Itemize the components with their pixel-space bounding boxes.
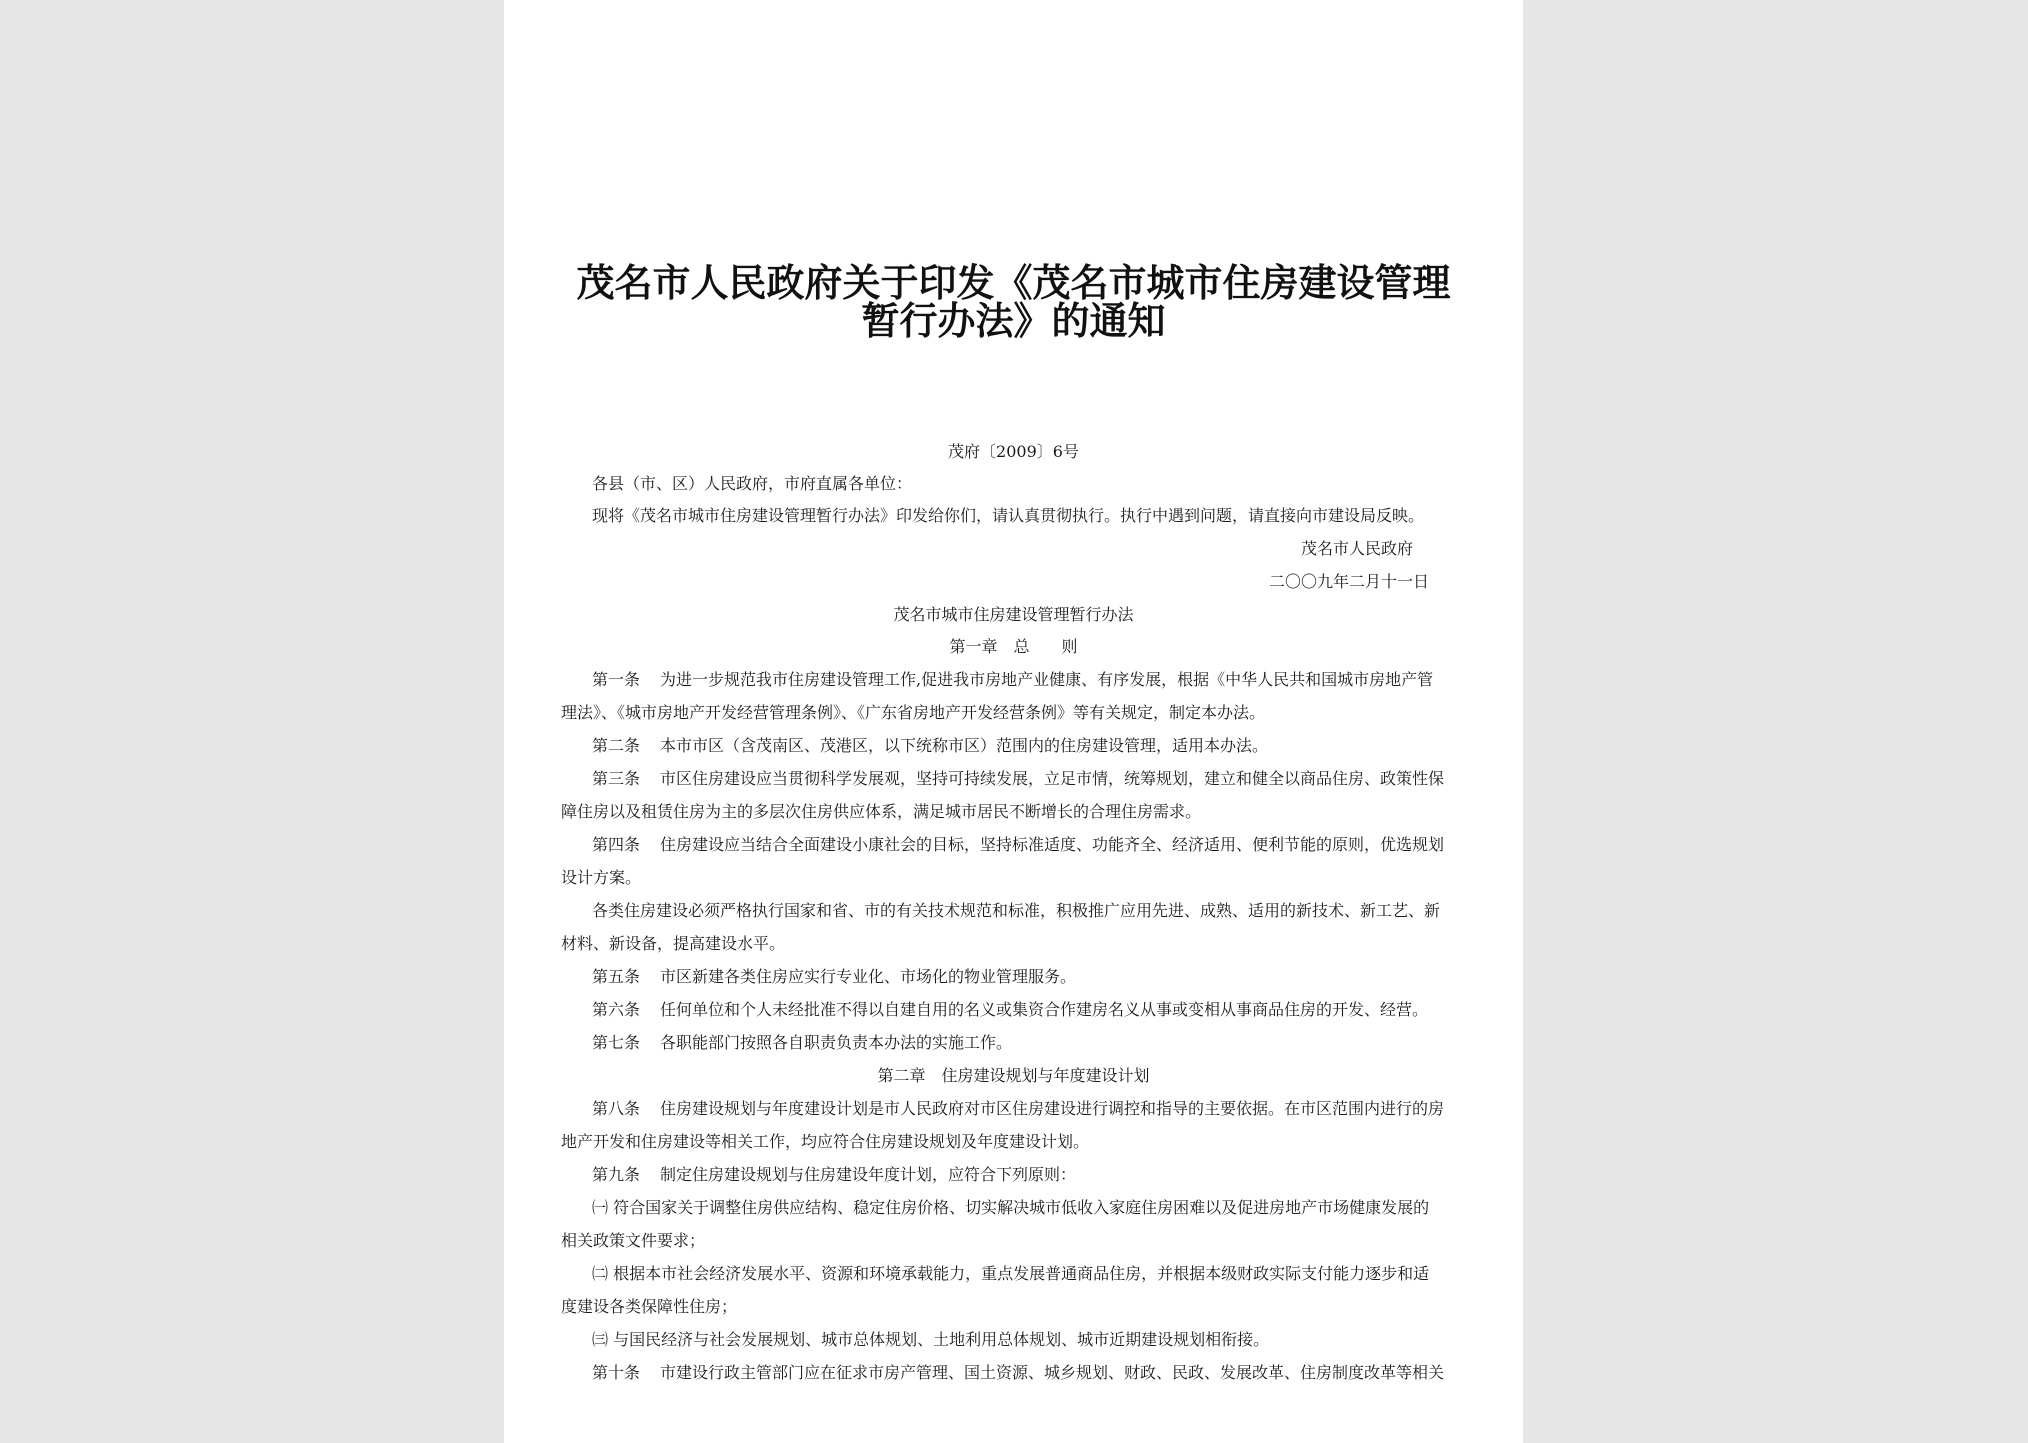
article-text: 市区新建各类住房应实行专业化、市场化的物业管理服务。: [660, 967, 1077, 986]
article-text: 市建设行政主管部门应在征求市房产管理、国土资源、城乡规划、财政、民政、发展改革、住房制度改革等相关: [660, 1363, 1445, 1382]
article-8-line-1: [592, 1099, 1444, 1119]
principle-1-line-1: ㈠ 符合国家关于调整住房供应结构、稳定住房价格、切实解决城市低收入家庭住房困难以及促进房地产市场健康发展的: [592, 1198, 1430, 1217]
article-text: 住房建设规划与年度建设计划是市人民政府对市区住房建设进行调控和指导的主要依据。在市区范围内进行的房: [660, 1099, 1445, 1118]
article-text: 本市市区（含茂南区、茂港区，以下统称市区）范围内的住房建设管理，适用本办法。: [660, 736, 1269, 755]
article-text: 各职能部门按照各自职责负责本办法的实施工作。: [660, 1033, 1013, 1052]
signer: 茂名市人民政府: [1301, 539, 1414, 558]
document-page: [504, 0, 1523, 1443]
article-1-line-1: [592, 670, 1433, 690]
article-label: 第三条: [592, 769, 641, 788]
article-label: 第十条: [592, 1363, 641, 1382]
intro-paragraph: 现将《茂名市城市住房建设管理暂行办法》印发给你们，请认真贯彻执行。执行中遇到问题，请直接向市建设局反映。: [592, 506, 1425, 525]
principle-2-line-2: 度建设各类保障性住房；: [561, 1297, 738, 1316]
article-label: 第六条: [592, 1000, 641, 1019]
article-7-line-1: [592, 1033, 1012, 1053]
article-label: 第四条: [592, 835, 641, 854]
article-label: 第二条: [592, 736, 641, 755]
article-4-line-1: [592, 835, 1444, 855]
article-text: 制定住房建设规划与住房建设年度计划，应符合下列原则：: [660, 1165, 1077, 1184]
article-text: 为进一步规范我市住房建设管理工作,促进我市房地产业健康、有序发展，根据《中华人民共和国城市房地产管: [660, 670, 1434, 689]
article-label: 第五条: [592, 967, 641, 986]
article-5-line-1: [592, 967, 1076, 987]
article-4-line-2: 设计方案。: [561, 868, 642, 887]
document-title-line-2: 暂行办法》的通知: [861, 298, 1166, 343]
principle-1-line-2: 相关政策文件要求；: [561, 1231, 706, 1250]
chapter-1-heading: 第一章 总 则: [949, 637, 1078, 656]
article-label: 第八条: [592, 1099, 641, 1118]
document-number: 茂府〔2009〕6号: [948, 442, 1079, 461]
salutation: 各县（市、区）人民政府，市府直属各单位：: [592, 474, 913, 493]
article-4b-line-2: 材料、新设备，提高建设水平。: [561, 934, 786, 953]
article-6-line-1: [592, 1000, 1428, 1020]
article-1-line-2: 理法》、《城市房地产开发经营管理条例》、《广东省房地产开发经营条例》等有关规定，制定本办法。: [561, 703, 1266, 722]
article-3-line-2: 障住房以及租赁住房为主的多层次住房供应体系，满足城市居民不断增长的合理住房需求。: [561, 802, 1202, 821]
article-3-line-1: [592, 769, 1444, 789]
rules-title: 茂名市城市住房建设管理暂行办法: [893, 605, 1134, 624]
article-label: 第七条: [592, 1033, 641, 1052]
principle-2-line-1: ㈡ 根据本市社会经济发展水平、资源和环境承载能力，重点发展普通商品住房，并根据本级财政实际支付能力逐步和适: [592, 1264, 1430, 1283]
chapter-2-heading: 第二章 住房建设规划与年度建设计划: [877, 1066, 1150, 1085]
article-text: 住房建设应当结合全面建设小康社会的目标，坚持标准适度、功能齐全、经济适用、便利节能的原则，优选规划: [660, 835, 1445, 854]
article-label: 第九条: [592, 1165, 641, 1184]
article-4b-line-1: 各类住房建设必须严格执行国家和省、市的有关技术规范和标准，积极推广应用先进、成熟、适用的新技术、新工艺、新: [592, 901, 1441, 920]
article-label: 第一条: [592, 670, 641, 689]
article-text: 任何单位和个人未经批准不得以自建自用的名义或集资合作建房名义从事或变相从事商品住房的开发、经营。: [660, 1000, 1429, 1019]
issue-date: 二〇〇九年二月十一日: [1269, 572, 1430, 591]
article-text: 市区住房建设应当贯彻科学发展观，坚持可持续发展，立足市情，统筹规划，建立和健全以商品住房、政策性保: [660, 769, 1445, 788]
article-10-line-1: [592, 1363, 1444, 1383]
article-8-line-2: 地产开发和住房建设等相关工作，均应符合住房建设规划及年度建设计划。: [561, 1132, 1090, 1151]
principle-3-line-1: ㈢ 与国民经济与社会发展规划、城市总体规划、土地利用总体规划、城市近期建设规划相衔接。: [592, 1330, 1270, 1349]
article-9-line-1: [592, 1165, 1076, 1185]
article-2-line-1: [592, 736, 1268, 756]
document-title-line-1: 茂名市人民政府关于印发《茂名市城市住房建设管理: [576, 260, 1451, 305]
